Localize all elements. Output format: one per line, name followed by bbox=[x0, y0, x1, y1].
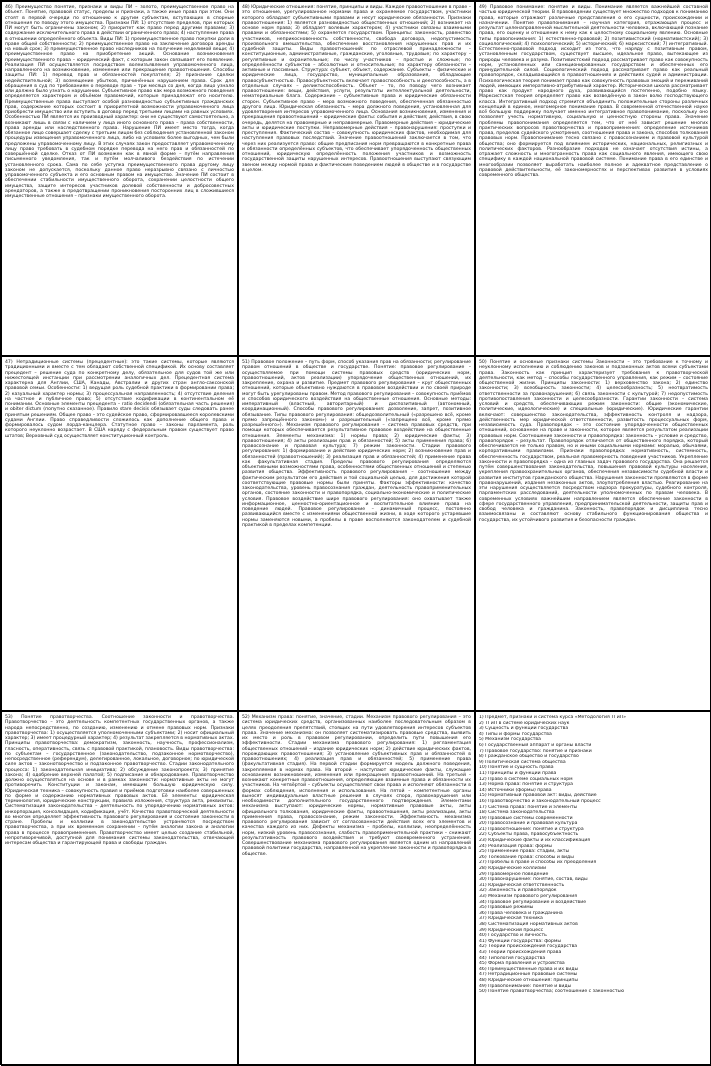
question-item: 20) Правосознание и правовая культура bbox=[479, 821, 578, 827]
question-item: 39) Юридический процесс bbox=[479, 927, 544, 933]
question-item: 24) Реализация права: формы bbox=[479, 843, 553, 849]
question-item: 45) Форма правления и устройства bbox=[479, 961, 565, 967]
answer-cell-53 bbox=[1, 711, 238, 1066]
question-item: 11) Принципы и функции права bbox=[479, 770, 557, 776]
question-item: 9) Политическая система общества bbox=[479, 759, 566, 765]
answer-text: 49) Правовое понимание: понятие и виды. Понимание является важнейшей составной частью юридической теории. В правоведении существует множество подходов к пониманию права, которые отражают различные представления о его сущности, происхождении и назначении. Понятие правопонимания – научная категория, отражающая процесс и результат целенаправленной мыслительной деятельности человека, включающей познание права, его оценку и отношение к нему как к целостному социальному явлению. Основные типы правопонимания: 1) естественно-правовой; 2) позитивистский (нормативистский); 3) социологический; 4) психологический; 5) исторический; 6) марксистский; 7) интегративный. Естественно-правовой подход исходит из того, что наряду с позитивным правом, установленным государством, существует высшее, идеальное право, вытекающее из природы человека и разума. Позитивистский подход рассматривает право как совокупность норм, установленных или санкционированных государством и обеспеченных его принудительной силой. Социологический подход рассматривает право как реальный правопорядок, складывающийся в правоотношениях и действиях судей и администрации. Психологическая теория понимает право как совокупность правовых эмоций и переживаний людей, имеющих императивно-атрибутивный характер. Историческая школа рассматривает право как продукт народного духа, развивающийся постепенно, подобно языку. Марксистская теория определяет право как возведённую в закон волю господствующего класса. Интегративный подход стремится объединить положительные стороны различных концепций в единое, многомерное понимание права. В современной отечественной науке всё большую поддержку получает именно интегративное правопонимание, поскольку оно позволяет учесть нормативную, социальную и ценностную стороны права. Значение проблемы правопонимания определяется тем, что от неё зависит решение многих практических вопросов правотворчества и правоприменения: определение источников права, пределов судейского усмотрения, соотношения права и закона, способов толкования правовых норм. Правопонимание тесно связано с правосознанием и правовой культурой общества; оно формируется под влиянием исторических, национальных, религиозных и политических факторов. Разнообразие подходов не означает отсутствия истины, а отражает сложность и многогранность права как социального явления, имеющего свою специфику в каждой национальной правовой системе. Понимание права в его единстве и многообразии позволяет выработать наиболее полное и адекватное представление о правовой действительности, её закономерностях и перспективах развития в условиях современного общества. bbox=[479, 5, 709, 178]
answer-text: 46) Преимущество понятие, признаки и виды ПИ – золото, преимущественное право на объект. Понятие, правовой статус, пределы и признаки, а также иные права при этом. Они стоят в первой очереди по отношению к другим субъектам, вступающих в спорные отношения по поводу этого имущества. Признаки ПИ: 1) отсутствие пределов, при которых ПИ могут быть ограничены законом; 2) приоритет как право перед другими правами; 3) содержание исключительного права в действии ограниченного права; 4) наступление права в отношении определённого объекта. Виды ПИ: 1) преимущественное право покупки доли в праве общей собственности; 2) преимущественное право на заключение договора аренды на новый срок; 3) преимущественное право наследников на получение неделимой вещи; 4) преимущественное право на приобретение акций. Основание возникновения преимущественного права – юридический факт, с которым закон связывает его появление. Реализация ПИ осуществляется посредством волеизъявления управомоченного лица, направленного на возникновение, изменение или прекращение правоотношения. Способы защиты ПИ: 1) перевод прав и обязанностей покупателя; 2) признание сделки недействительной; 3) возмещение убытков, причинённых нарушением права. Срок для обращения в суд по требованиям о переводе прав – три месяца со дня, когда лицо узнало или должно было узнать о нарушении. Субъективное право как мера возможного поведения определяется характером и объёмом правомочий, которые принадлежат его носителю. Преимущественные права выступают особой разновидностью субъективных гражданских прав, содержание которых состоит в приоритетной возможности управомоченного лица приобрести имущество или вступить в договор перед третьими лицами на равных условиях. Особенностью ПИ является их производный характер: они не существуют самостоятельно, а возникают лишь в связи с наличием у лица иного основного права – права собственности, права аренды или наследственного права. Нарушение ПИ имеет место тогда, когда обязанное лицо совершает сделку с третьим лицом без соблюдения установленной законом процедуры извещения управомоченного лица, либо на условиях более выгодных, чем были предложены управомоченному лицу. В этих случаях закон предоставляет управомоченному лицу право требовать в судебном порядке перевода на него прав и обязанностей по совершённой сделке. Отказ от ПИ возможен как в явной форме – путём направления письменного уведомления, так и путём молчаливого бездействия по истечении установленного срока. Сама по себе уступка преимущественного права другому лицу законом не допускается, поскольку данное право неразрывно связано с личностью управомоченного субъекта и его основным правом на имущество. Значение ПИ состоит в обеспечении стабильности имущественного оборота, сохранении целостности общего имущества, защите интересов участников долевой собственности и добросовестных арендаторов, а также в предотвращении проникновения посторонних лиц в сложившиеся имущественные отношения – признаки имущественного оборота. bbox=[5, 5, 234, 199]
question-list bbox=[479, 715, 708, 995]
question-item: 14) Источники (формы) права bbox=[479, 787, 552, 793]
answer-cell-50 bbox=[475, 356, 711, 711]
question-item: 48) Юридические отношения: принципы bbox=[479, 977, 578, 983]
question-item: 35) Правовые режимы bbox=[479, 905, 534, 911]
question-item: 26) Толкование права: способы и виды bbox=[479, 854, 574, 860]
question-item: 16) Правотворчество и законодательный процесс bbox=[479, 798, 601, 804]
answer-cell-49 bbox=[475, 1, 711, 356]
question-item: 4) Типы и формы государства bbox=[479, 731, 552, 737]
question-item: 33) Механизм правового регулирования bbox=[479, 894, 578, 899]
question-item: 5) Механизм государства bbox=[479, 737, 541, 743]
question-item: 29) Правомерное поведение bbox=[479, 871, 549, 877]
question-item: 31) Юридическая ответственность bbox=[479, 882, 565, 888]
question-item: 46) Преимущественные права и их виды bbox=[479, 966, 579, 972]
question-item: 12) Право в системе социальных норм bbox=[479, 776, 573, 782]
question-item: 36) Права человека и гражданина bbox=[479, 910, 563, 916]
question-item: 37) Юридическая техника bbox=[479, 916, 543, 922]
question-item: 17) Система права: понятие и элементы bbox=[479, 804, 578, 810]
question-item: 23) Юридические факты и их классификация bbox=[479, 838, 591, 844]
answer-cell-47 bbox=[1, 356, 238, 711]
question-item: 18) Система законодательства bbox=[479, 810, 555, 816]
answer-text: 50) Понятие и основные признаки системы Законности – это требование к точному и неуклонному исполнению и соблюдению законов и подзаконных актов всеми субъектами права. Законность как принцип характеризует требования к правотворческой деятельности, как метод – способы государственного управления, как режим – состояние общественной жизни. Принципы законности: 1) верховенство закона; 2) единство законности; 3) всеобщность законности; 4) целесообразность; 5) неотвратимость ответственности за правонарушения; 6) связь законности с культурой; 7) недопустимость противопоставления законности и целесообразности. Гарантии законности – система условий и средств, обеспечивающих режим законности: общие (экономические, политические, идеологические) и специальные (юридические). Юридические гарантии включают: совершенство законодательства, эффективность контроля и надзора, действенность мер юридической ответственности, развитость процессуальных форм, независимость суда. Правопорядок – это состояние упорядоченности общественных отношений, основанное на праве и законности, которое является результатом реализации правовых норм. Соотношение законности и правопорядка: законность – условие и средство, правопорядок – результат. Правопорядок отличается от общественного порядка, который обеспечивается не только правом, но и иными социальными нормами: моралью, обычаями, корпоративными правилами. Признаки правопорядка: нормативность, системность, обеспеченность государством, реальная правомерность поведения участников. Укрепление законности и правопорядка – одна из главных задач правового государства. Она решается путём совершенствования законодательства, повышения правовой культуры населения, укрепления правоохранительных органов, обеспечения независимости судебной власти и развития институтов гражданского общества. Нарушения законности проявляются в форме правонарушений, издания незаконных актов, злоупотребления властью. Реагирование на эти нарушения осуществляется посредством надзора прокуратуры, судебного контроля, парламентских расследований, деятельности уполномоченных по правам человека. В современных условиях важнейшим направлением является обеспечение законности в сфере государственного управления, предпринимательской деятельности, защиты прав и свобод человека и гражданина. Законность, правопорядок и дисциплина тесно взаимосвязаны и составляют основу стабильного функционирования общества и государства, их устойчивого развития и безопасности граждан. bbox=[479, 360, 708, 523]
question-item: 38) Систематизация нормативных актов bbox=[479, 921, 578, 927]
answer-text: 48) Юридические отношения: понятие, принципы и виды. Каждое правоотношение в праве – это отношение, урегулированное нормами права и охраняемое государством, участники которого обладают субъективными правами и несут юридические обязанности. Признаки правоотношения: 1) является разновидностью общественных отношений; 2) возникает на основе норм права; 3) обладает волевым характером; 4) участники связаны взаимными правами и обязанностями; 5) охраняется государством. Принципы: законность, равенство участников, неприкосновенность собственности, свобода договора, недопустимость произвольного вмешательства, обеспечение восстановления нарушенных прав и их судебной защиты. Виды правоотношений: по отраслевой принадлежности – конституционные, административные, гражданские, уголовные, трудовые; по характеру – регулятивные и охранительные; по числу участников – простые и сложные; по определённости субъектов – абсолютные и относительные; по характеру обязанности – активные и пассивные. Структура: субъект, объект, содержание. Субъекты – физические и юридические лица, государство, муниципальные образования, обладающие правосубъектностью. Правосубъектность включает правоспособность и дееспособность, а в отдельных случаях – деликтоспособность. Объект – то, по поводу чего возникает правоотношение: вещи, действия, услуги, результаты интеллектуальной деятельности, нематериальные блага. Содержание – субъективные права и юридические обязанности сторон. Субъективное право – мера возможного поведения, обеспеченная обязанностью другого лица. Юридическая обязанность – мера должного поведения, установленная для удовлетворения интересов управомоченного лица. Основания возникновения, изменения и прекращения правоотношений – юридические факты: события и действия; действия, в свою очередь, делятся на правомерные и неправомерные. Правомерные действия – юридические акты и юридические поступки. Неправомерные действия – правонарушения: проступки и преступления. Фактический состав – совокупность юридических фактов, необходимая для наступления правовых последствий. Значение правоотношений заключается в том, что через них реализуется право: общие предписания норм превращаются в конкретные права и обязанности определённых субъектов, что обеспечивает упорядоченность общественных отношений, юридическую определённость положения участников и возможность государственной защиты нарушенных интересов. Правоотношения выступают связующим звеном между нормой права и фактическим поведением людей в обществе и в государстве в целом. bbox=[242, 5, 471, 173]
question-item: 10) Понятие и сущность права bbox=[479, 765, 554, 771]
question-item: 13) Норма права: понятие и структура bbox=[479, 782, 573, 788]
answer-cell-51 bbox=[238, 356, 475, 711]
question-item: 41) Функции государства: формы bbox=[479, 938, 561, 944]
answer-cell-46 bbox=[1, 1, 238, 356]
question-item: 21) Правоотношение: понятие и структура bbox=[479, 826, 584, 832]
answer-cell-52 bbox=[238, 711, 475, 1066]
question-item: 27) Пробелы в праве и способы их преодоления bbox=[479, 860, 597, 866]
question-item: 3) Сущность и функции государства bbox=[479, 726, 569, 732]
question-item: 43) Теории происхождения права bbox=[479, 949, 562, 955]
question-item: 19) Правовые системы современности bbox=[479, 815, 573, 821]
question-item: 40) Государство и личность bbox=[479, 933, 547, 939]
question-item: 1) Предмет, признаки и система курса «Методология ТГиП» bbox=[479, 715, 627, 720]
answer-cell-48 bbox=[238, 1, 475, 356]
question-item: 6) Государственный аппарат и органы власти bbox=[479, 742, 592, 748]
question-item: 44) Типология государства bbox=[479, 955, 546, 961]
question-item: 49) Правопонимание: понятие и виды bbox=[479, 983, 572, 989]
question-item: 28) Юридические коллизии bbox=[479, 866, 547, 872]
question-item: 50) Понятие правотворчества; соотношение с законностью bbox=[479, 989, 625, 995]
question-item: 34) Правовое регулирование и воздействие bbox=[479, 899, 587, 905]
question-item: 7) Правовое государство: понятие и признаки bbox=[479, 748, 592, 754]
question-item: 22) Субъекты права, правосубъектность bbox=[479, 832, 579, 838]
question-item: 32) Законность и правопорядок bbox=[479, 888, 557, 894]
question-item: 8) Гражданское общество и государство bbox=[479, 754, 579, 760]
question-item: 30) Правонарушение: понятие, состав, виды bbox=[479, 877, 588, 883]
answer-text: 51) Правовое положение – путь форм, способ указания прав на обязанности; регулирование правом отношений в обществе и государстве. Понятие: правовое регулирование – осуществляемое при помощи системы правовых средств (юридических норм, правоотношений, актов реализации) упорядочение общественных отношений, их закрепление, охрана и развитие. Предмет правового регулирования – круг общественных отношений, которые объективно нуждаются в правовом воздействии и по своей природе могут быть урегулированы правом. Метод правового регулирования – совокупность приёмов и способов юридического воздействия на общественные отношения. Основные методы: императивный (властный, авторитарный) и диспозитивный (автономный, координационный). Способы правового регулирования: дозволение, запрет, позитивное обязывание. Типы правового регулирования: общедозволительный («разрешено всё, кроме прямо запрещённого законом») и разрешительный («запрещено всё, кроме прямо разрешённого»). Механизм правового регулирования – система правовых средств, при помощи которых обеспечивается результативное правовое воздействие на общественные отношения. Элементы механизма: 1) нормы права; 2) юридические факты; 3) правоотношения; 4) акты реализации прав и обязанностей; 5) акты применения права; 6) правосознание и правовая культура; 7) режим законности. Стадии правового регулирования: 1) формирование и действие юридических норм; 2) возникновение прав и обязанностей (правоотношений); 3) реализация прав и обязанностей; 4) применение права как факультативная стадия. Пределы правового регулирования определяются объективными возможностями права, особенностями общественных отношений и степенью развития общества. Эффективность правового регулирования – соотношение между фактическим результатом его действия и той социальной целью, для достижения которой соответствующие правовые нормы были приняты. Факторы эффективности: качество законодательства, уровень правосознания граждан, деятельность правоприменительных органов, состояние законности и правопорядка, социально-экономические и политические условия. Правовое воздействие шире правового регулирования: оно охватывает также информационное, ценностно-ориентационное и воспитательное влияние права на поведение людей. Правовое регулирование – динамичный процесс, постоянно развивающийся вместе с изменениями общественной жизни, в ходе которого устаревшие нормы заменяются новыми, а пробелы в праве восполняются законодателем и судебной практикой в пределах компетенции. bbox=[242, 360, 471, 528]
question-item: 25) Применение права: стадии, акты bbox=[479, 849, 570, 855]
answer-text: 47) Нетрадиционные системы (прецедентные): это такие системы, которые являются традиционными и вместе с тем обладают собственной спецификой. Их основу составляет прецедент – решение суда по конкретному делу, обязательное для судов той же или нижестоящей инстанции при рассмотрении аналогичных дел. Прецедентная система характерна для Англии, США, Канады, Австралии и других стран англо-саксонской правовой семьи. Особенности: 1) ведущая роль судебной практики в формировании права; 2) казуальный характер нормы; 3) процессуальная направленность; 4) отсутствие деления на частное и публичное право; 5) отсутствие кодификации в континентальном её понимании. Основные элементы прецедента – ratio decidendi (обязательная часть решения) и obiter dictum (попутно сказанное). Правило stare decisis обязывает суды следовать ранее принятым решениям. Общее право – это судейское право, сформировавшееся королевскими судами Англии. Право справедливости сложилось как дополнение общего права и формировалось судом лорда-канцлера. Статутное право – законы парламента, роль которого неуклонно возрастает. В США наряду с федеральным правом существует право штатов; Верховный суд осуществляет конституционный контроль. bbox=[5, 360, 234, 439]
question-item: 2) ТГиП в системе юридических наук bbox=[479, 720, 570, 726]
answer-text: 52) Механизм права: понятие, значение, стадии. Механизм правового регулирования – это система юридических средств, организованных наиболее последовательным образом в целях преодоления препятствий, стоящих на пути удовлетворения интересов субъектов права. Значение механизма: он позволяет систематизировать правовые средства, выявить их место и роль в правовом регулировании, определить пути повышения его эффективности. Стадии механизма правового регулирования: 1) регламентация общественных отношений – издание юридических норм; 2) действие юридических фактов, порождающих правоотношения; 3) установление субъективных прав и обязанностей в правоотношениях; 4) реализация прав и обязанностей; 5) применение права (факультативная стадия). На первой стадии формируется модель должного поведения, закрепляемая в нормах права. На второй – наступают юридические факты, служащие основанием возникновения, изменения или прекращения правоотношений. На третьей – возникают конкретные правоотношения, определяющие взаимные права и обязанности их участников. На четвёртой – субъекты осуществляют свои права и исполняют обязанности в формах соблюдения, исполнения и использования. На пятой – компетентные органы выносят индивидуальные властные решения в случаях спора, правонарушения или необходимости дополнительного государственного подтверждения. Элементами механизма выступают: юридические нормы, нормативные правовые акты, акты официального толкования, юридические факты, правоотношения, акты реализации, акты применения права, правосознание, режим законности. Эффективность механизма правового регулирования зависит от согласованности действия всех его элементов и качества каждого из них. Дефекты механизма – пробелы, коллизии, неопределённость норм, низкий уровень правосознания, слабость правоприменительной практики – снижают результативность правового воздействия и требуют своевременного устранения. Совершенствование механизма правового регулирования является одним из направлений правовой политики государства, направленной на укрепление законности и правопорядка в обществе. bbox=[242, 715, 471, 857]
answer-text: 53) Понятие правотворчества. Соотношение законности и правотворчества. Правотворчество – это деятельность компетентных государственных органов, а также народа непосредственно, по созданию, изменению и отмене правовых норм. Признаки правотворчества: 1) осуществляется уполномоченными субъектами; 2) носит официальный характер; 3) имеет процедурный характер; 4) результат закрепляется в нормативных актах. Принципы правотворчества: демократизм, законность, научность, профессионализм, гласность, оперативность, связь с правовой практикой, плановость. Виды правотворчества: по субъектам – государственное (законодательство, подзаконное нормотворчество), непосредственное (референдум), делегированное, локальное, договорное; по юридической силе актов – законотворчество и подзаконное правотворчество. Стадии законодательного процесса: 1) законодательная инициатива; 2) обсуждение законопроекта; 3) принятие закона; 4) одобрение верхней палатой; 5) подписание и обнародование. Правотворчество должно осуществляться на основе и в рамках законности: нормативные акты не могут противоречить Конституции и законам, имеющим большую юридическую силу. Юридическая техника – совокупность правил и приёмов подготовки наиболее совершенных по форме и содержанию нормативных правовых актов. Её элементы: юридическая терминология, юридические конструкции, правила изложения, структура акта, реквизиты. Систематизация законодательства – деятельность по упорядочению нормативных актов: инкорпорация, консолидация, кодификация, учёт. Качество правотворческой деятельности во многом определяет эффективность правового регулирования и состояние законности в стране. Пробелы и коллизии в законодательстве устраняются посредством правотворчества, а при их временном сохранении – путём аналогии закона и аналогии права в процессе правоприменения. Правотворчество имеет целью создание стабильной, непротиворечивой, доступной для понимания системы законодательства, отвечающей интересам общества и гарантирующей права и свободы граждан. bbox=[5, 715, 234, 846]
question-item: 15) Нормативный правовой акт: виды, действие bbox=[479, 793, 597, 799]
question-item: 47) Нетрадиционные правовые системы bbox=[479, 972, 578, 978]
question-item: 42) Теории происхождения государства bbox=[479, 944, 578, 950]
question-list-cell bbox=[475, 711, 711, 1066]
